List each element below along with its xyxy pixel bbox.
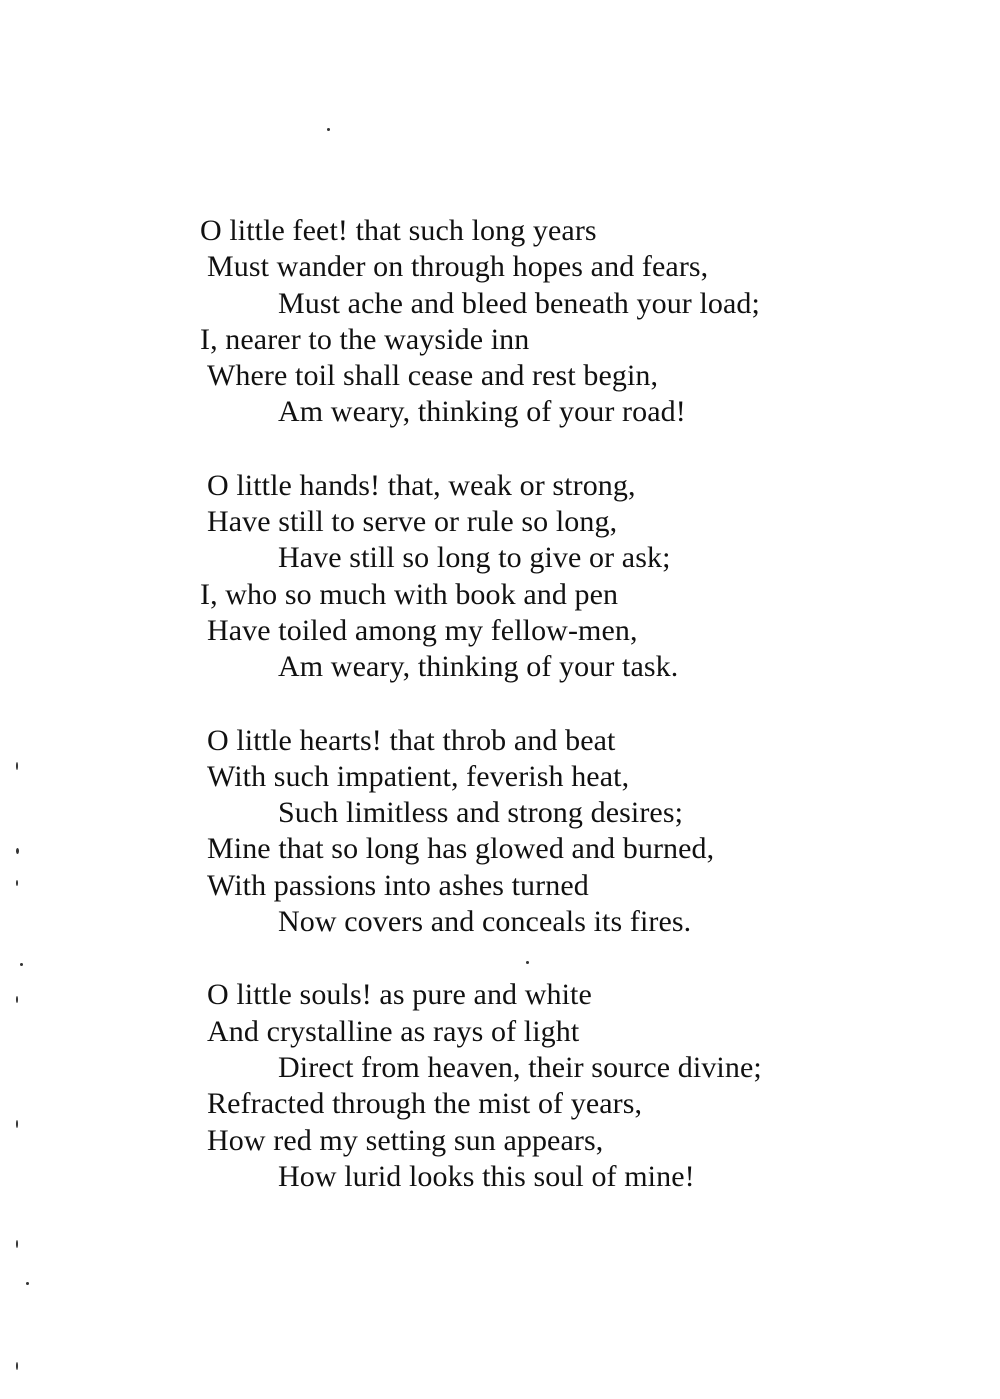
stanza-4	[200, 977, 860, 1195]
poem-line: O little hearts! that throb and beat	[207, 723, 616, 757]
scan-speck	[16, 880, 18, 886]
poem-line: Where toil shall cease and rest begin,	[207, 359, 659, 393]
stanza-1	[200, 213, 860, 431]
poem-line: I, who so much with book and pen	[200, 577, 619, 611]
stanza-3	[200, 723, 860, 941]
poem-line: Am weary, thinking of your task.	[278, 650, 679, 684]
poem-line: O little hands! that, weak or strong,	[207, 468, 636, 502]
scan-speck	[16, 1240, 18, 1248]
poem-line: O little souls! as pure and white	[207, 978, 592, 1012]
poem-line: Must ache and bleed beneath your load;	[278, 286, 760, 320]
poem-line: Direct from heaven, their source divine;	[278, 1050, 762, 1084]
scan-speck	[26, 1282, 29, 1285]
scan-speck	[16, 1120, 18, 1128]
poem-line: With passions into ashes turned	[207, 868, 589, 902]
poem-line: Must wander on through hopes and fears,	[207, 250, 709, 284]
poem-line: Have toiled among my fellow-men,	[207, 613, 638, 647]
poem-line: And crystalline as rays of light	[207, 1014, 580, 1048]
poem-line: With such impatient, feverish heat,	[207, 759, 630, 793]
poem-line: How red my setting sun appears,	[207, 1123, 604, 1157]
poem-line: O little feet! that such long years	[200, 214, 597, 247]
poem-line: Am weary, thinking of your road!	[278, 395, 686, 429]
scan-speck	[16, 1362, 18, 1370]
poem-line: I, nearer to the wayside inn	[200, 322, 530, 356]
scan-speck	[16, 762, 18, 770]
poem-line: Now covers and conceals its fires.	[278, 905, 692, 939]
poem-line: Have still so long to give or ask;	[278, 541, 671, 575]
poem	[200, 213, 860, 1232]
scan-speck	[16, 848, 19, 854]
poem-line: Refracted through the mist of years,	[207, 1087, 643, 1121]
scan-speck	[16, 996, 18, 1003]
scan-speck	[20, 963, 23, 966]
poem-line: How lurid looks this soul of mine!	[278, 1159, 695, 1193]
stanza-2	[200, 468, 860, 686]
poem-line: Such limitless and strong desires;	[278, 796, 684, 830]
scan-speck	[327, 128, 330, 131]
poem-line: Have still to serve or rule so long,	[207, 505, 618, 539]
poem-line: Mine that so long has glowed and burned,	[207, 832, 715, 866]
